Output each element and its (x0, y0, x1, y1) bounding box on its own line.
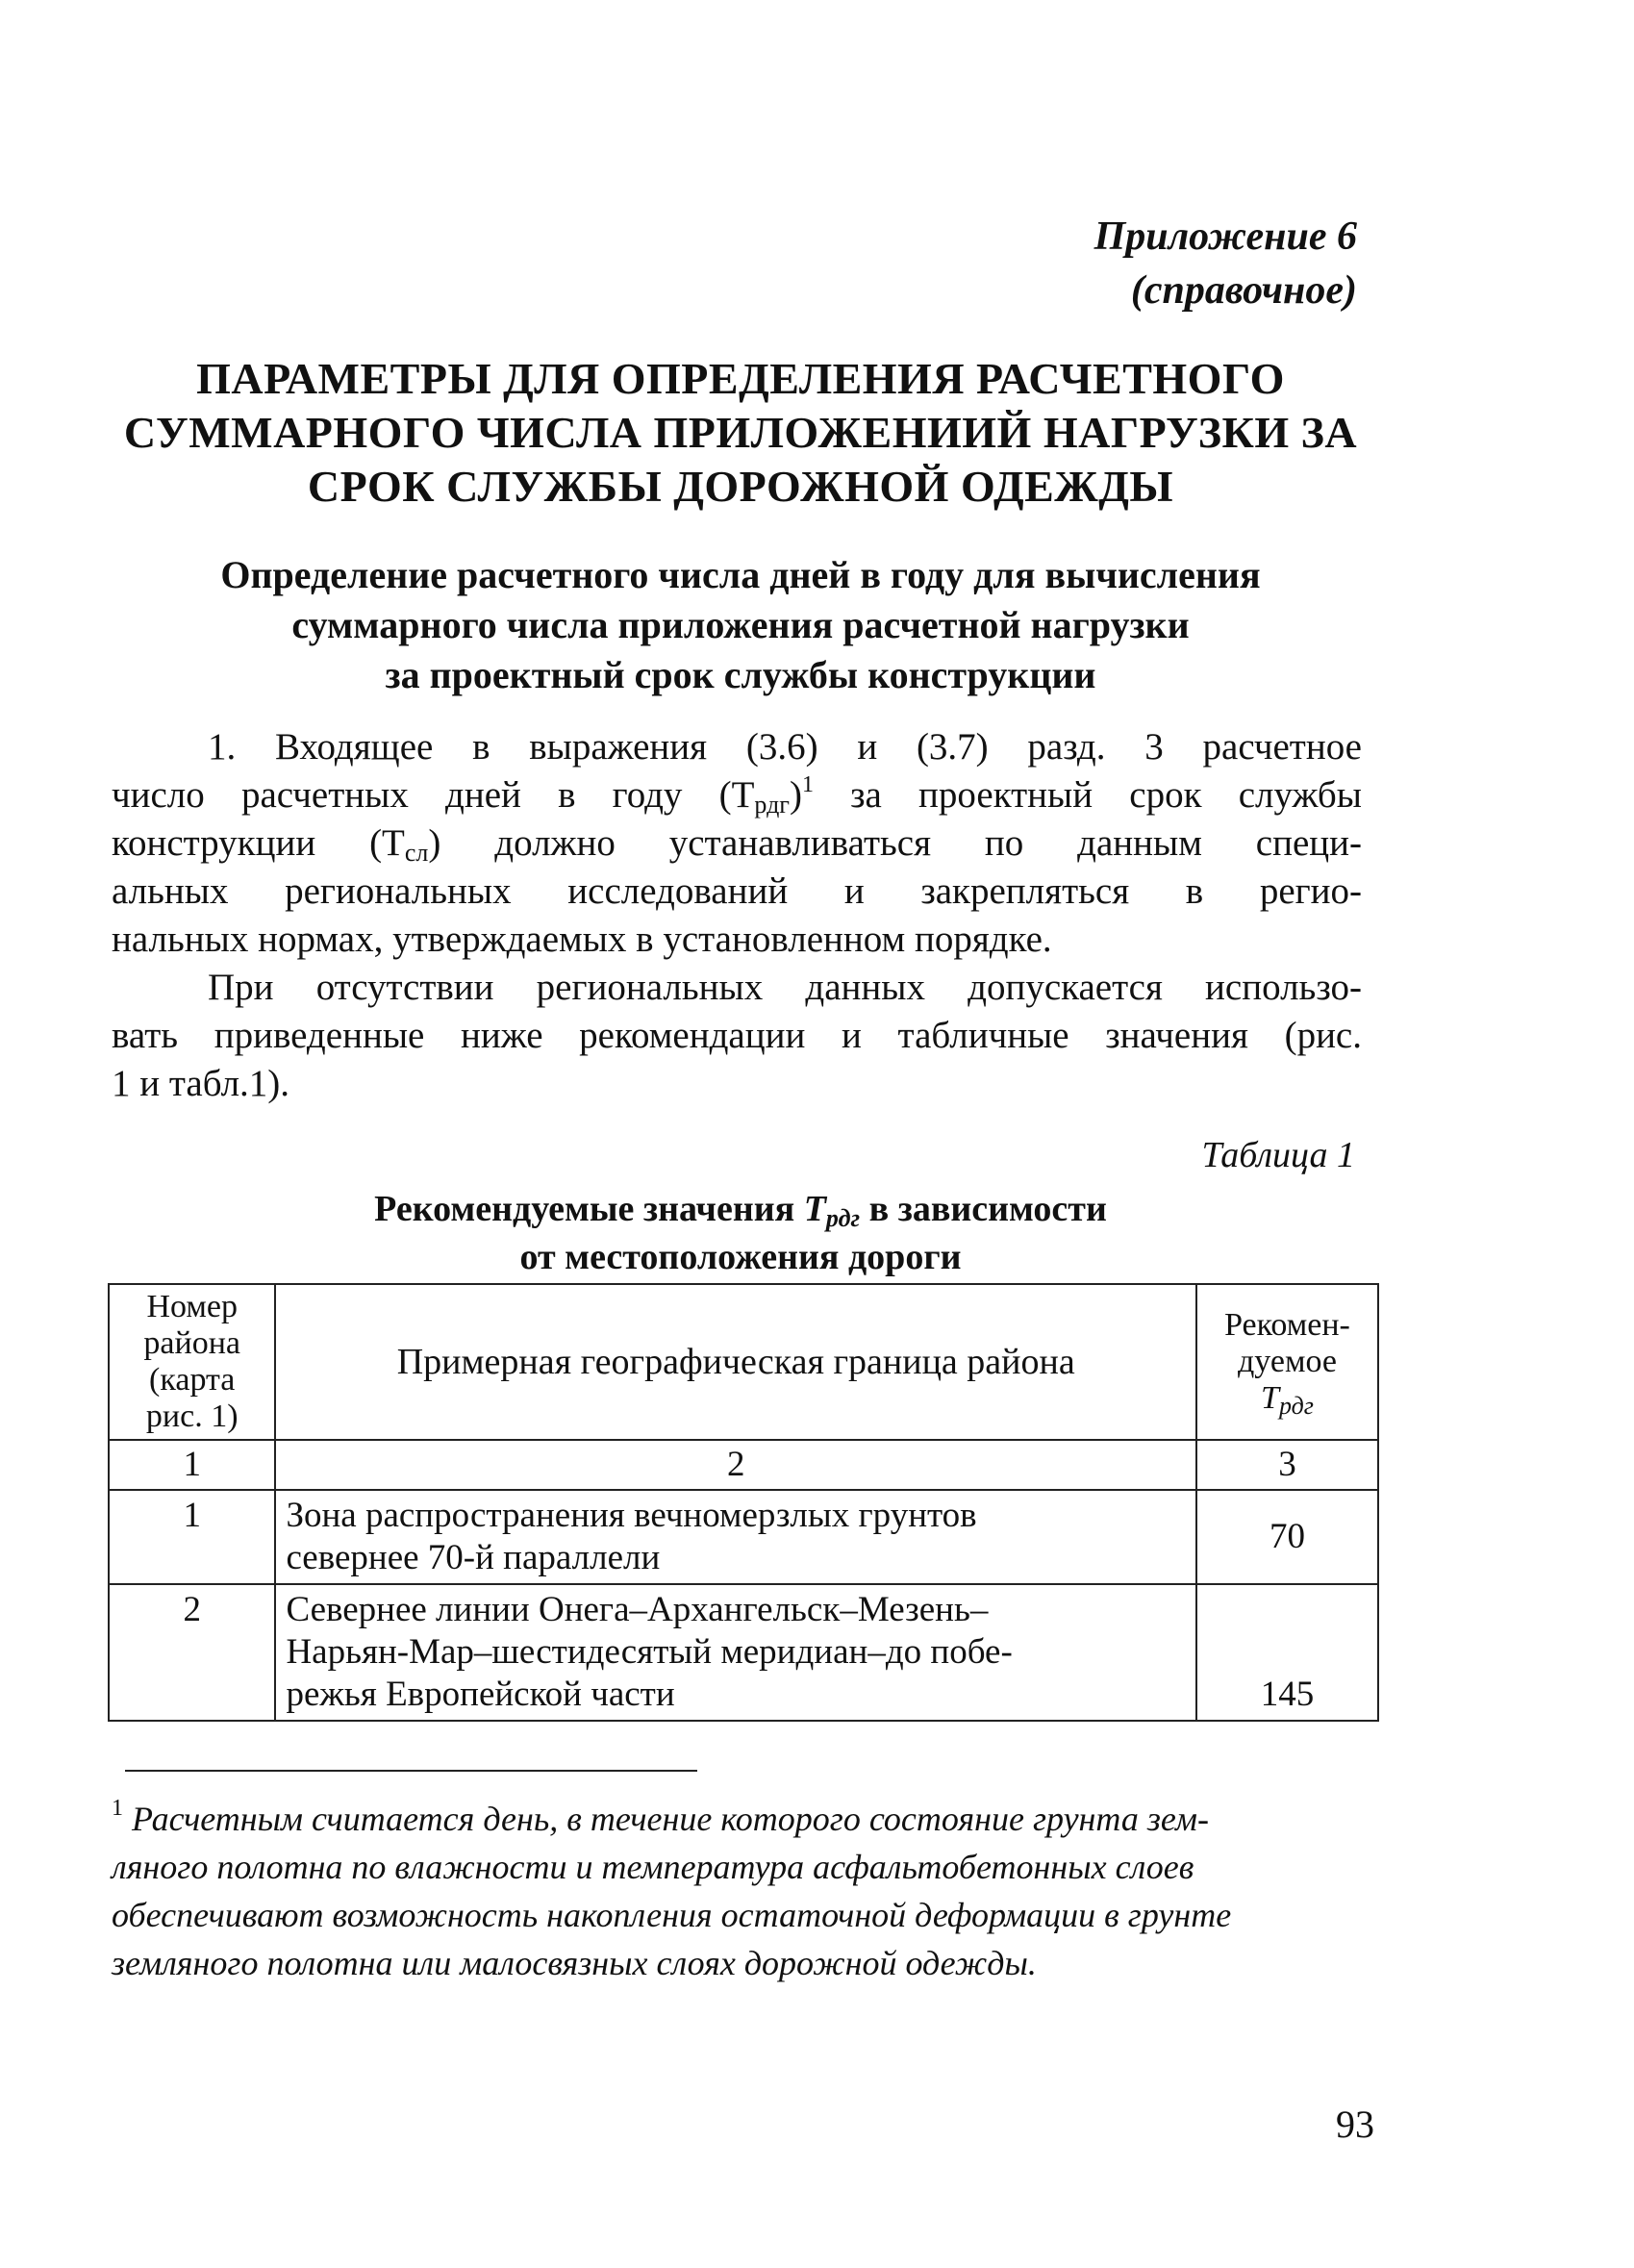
table-row (109, 1490, 1378, 1584)
header-col1-line-2: района (143, 1325, 240, 1361)
row-1-number: 1 (109, 1490, 275, 1584)
paragraph-2-line-3: 1 и табл.1). (112, 1063, 290, 1104)
paragraph-1-line-1: 1. Входящее в выражения (3.6) и (3.7) разд. 3 расчетное (208, 726, 1362, 768)
row-2-value: 145 (1196, 1584, 1378, 1721)
footnote-line-1 (112, 1795, 1371, 1843)
paragraph-1-line-2 (112, 771, 1362, 819)
header-col3-subscript: рдг (1278, 1392, 1314, 1420)
section-title (106, 550, 1375, 700)
row-1-desc-line-2: севернее 70-й параллели (286, 1538, 661, 1577)
footnote-mark: 1 (112, 1796, 123, 1821)
footnote (112, 1795, 1371, 1987)
footnote-line-2: ляного полотна по влажности и температура асфальтобетонных слоев (112, 1848, 1194, 1886)
footnote-line-1-text: Расчетным считается день, в течение которого состояние грунта зем- (123, 1800, 1209, 1838)
row-1-description (275, 1490, 1196, 1584)
t-sl-subscript: сл (404, 839, 429, 867)
paragraph-1-line-2-text-b: ) (789, 774, 802, 816)
paragraph-2 (112, 964, 1362, 1108)
paragraph-1-line-3 (112, 819, 1362, 868)
header-col3-symbol: T (1261, 1380, 1279, 1416)
section-title-line-3: за проектный срок службы конструкции (385, 653, 1096, 696)
table-caption-line-1 (106, 1185, 1375, 1233)
header-region-number (109, 1284, 275, 1440)
main-title-line-3: СРОК СЛУЖБЫ ДОРОЖНОЙ ОДЕЖДЫ (307, 462, 1174, 511)
regions-table (108, 1283, 1379, 1722)
appendix-type: (справочное) (1130, 268, 1357, 313)
row-1-value: 70 (1196, 1490, 1378, 1584)
header-recommended (1196, 1284, 1378, 1440)
header-col3-line-3 (1207, 1380, 1368, 1420)
paragraph-1-line-2-text-c: за проектный срок службы (813, 774, 1362, 816)
paragraph-1-line-3-text-a: конструкции (Т (112, 822, 405, 864)
appendix-number: Приложение 6 (1094, 214, 1357, 259)
row-2-description (275, 1584, 1196, 1721)
page-number: 93 (1336, 2103, 1374, 2146)
main-title (106, 352, 1375, 514)
table-column-numbers-row (109, 1440, 1378, 1490)
appendix-label (1094, 210, 1357, 317)
footnote-line-3: обеспечивают возможность накопления остаточной деформации в грунте (112, 1896, 1232, 1934)
row-2-desc-line-3: режья Европейской части (286, 1675, 675, 1714)
column-number-1: 1 (109, 1440, 275, 1490)
section-title-line-1: Определение расчетного числа дней в году для вычисления (220, 553, 1261, 596)
paragraph-1-line-5: нальных нормах, утверждаемых в установленном порядке. (112, 919, 1052, 960)
header-col1-line-1: Номер (146, 1289, 238, 1324)
caption-symbol: T (803, 1189, 826, 1229)
table-label: Таблица 1 (1201, 1135, 1355, 1175)
header-col3-line-2: дуемое (1238, 1344, 1337, 1379)
row-2-desc-line-1: Севернее линии Онега–Архангельск–Мезень– (286, 1590, 989, 1629)
paragraph-1-line-3-text-b: ) должно устанавливаться по данным специ- (428, 822, 1362, 864)
paragraph-2-line-2: вать приведенные ниже рекомендации и табличные значения (рис. (112, 1015, 1362, 1056)
paragraph-2-line-1: При отсутствии региональных данных допускается использо- (208, 967, 1362, 1008)
paragraph-1-line-2-text-a: число расчетных дней в году (Т (112, 774, 755, 816)
table-header-row (109, 1284, 1378, 1440)
column-number-2: 2 (275, 1440, 1196, 1490)
header-col3-line-1: Рекомен- (1224, 1307, 1350, 1343)
row-1-desc-line-1: Зона распространения вечномерзлых грунтов (286, 1496, 977, 1535)
row-2-desc-line-2: Нарьян-Мар–шестидесятый меридиан–до побе- (286, 1632, 1013, 1672)
header-boundary: Примерная географическая граница района (275, 1284, 1196, 1440)
caption-text-a: Рекомендуемые значения (374, 1189, 804, 1229)
paragraph-1 (112, 723, 1362, 964)
row-2-number: 2 (109, 1584, 275, 1721)
footnote-line-4: земляного полотна или малосвязных слоях дорожной одежды. (112, 1944, 1037, 1982)
header-col1-line-4: рис. 1) (145, 1399, 239, 1434)
caption-text-b: в зависимости (860, 1189, 1107, 1229)
t-rdg-subscript: рдг (754, 791, 790, 819)
column-number-3: 3 (1196, 1440, 1378, 1490)
caption-symbol-subscript: рдг (825, 1204, 861, 1232)
footnote-divider (125, 1770, 697, 1772)
paragraph-1-line-4: альных региональных исследований и закрепляться в регио- (112, 870, 1362, 912)
header-col1-line-3: (карта (149, 1362, 236, 1398)
section-title-line-2: суммарного числа приложения расчетной нагрузки (291, 603, 1190, 646)
footnote-ref: 1 (801, 772, 814, 797)
main-title-line-2: СУММАРНОГО ЧИСЛА ПРИЛОЖЕНИИЙ НАГРУЗКИ ЗА (123, 408, 1358, 457)
table-caption-line-2: от местоположения дороги (519, 1237, 962, 1277)
table-caption (106, 1185, 1375, 1281)
main-title-line-1: ПАРАМЕТРЫ ДЛЯ ОПРЕДЕЛЕНИЯ РАСЧЕТНОГО (196, 354, 1285, 403)
table-row (109, 1584, 1378, 1721)
